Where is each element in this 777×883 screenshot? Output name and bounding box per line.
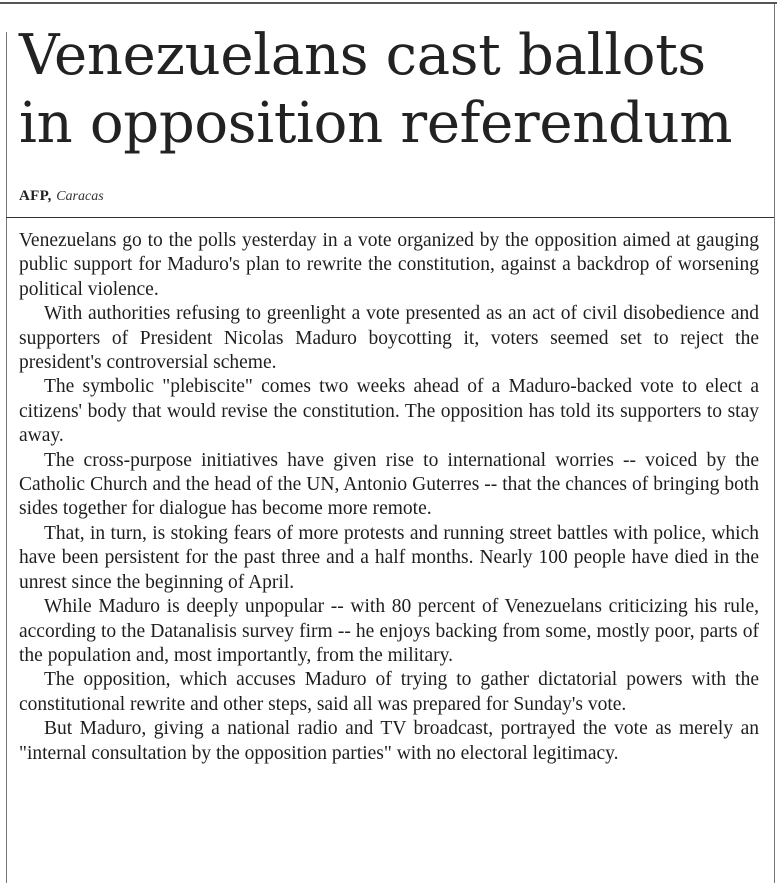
headline: Venezuelans cast ballots in opposition referendum — [19, 23, 733, 156]
paragraph: The symbolic "plebiscite" comes two weeks ahead of a Maduro-backed vote to elect a citizens' body that would revise the constitution. The opposition has told its supporters to stay away. — [19, 376, 759, 447]
byline-divider — [6, 217, 774, 218]
byline-agency: AFP, — [19, 188, 52, 204]
byline — [19, 186, 104, 207]
paragraph: Venezuelans go to the polls yesterday in a vote organized by the opposition aimed at gauging public support for Maduro's plan to rewrite the constitution, against a backdrop of worsening political violence. — [19, 230, 759, 300]
right-rule — [774, 4, 775, 883]
paragraph: The cross-purpose initiatives have given rise to international worries -- voiced by the Catholic Church and the head of the UN, Antonio Guterres -- that the chances of bringing both sides together for dialogue has become more remote. — [19, 449, 759, 520]
article-body — [19, 229, 759, 766]
paragraph: With authorities refusing to greenlight a vote presented as an act of civil disobedience and supporters of President Nicolas Maduro boycotting it, voters seemed set to reject the president's controversial scheme. — [19, 303, 759, 374]
top-rule — [0, 2, 777, 4]
paragraph: The opposition, which accuses Maduro of trying to gather dictatorial powers with the constitutional rewrite and other steps, said all was prepared for Sunday's vote. — [19, 669, 759, 715]
left-rule — [6, 32, 7, 883]
paragraph: That, in turn, is stoking fears of more protests and running street battles with police, which have been persistent for the past three and a half months. Nearly 100 people have died in the unrest since the beginning of April. — [19, 522, 759, 593]
paragraph: But Maduro, giving a national radio and TV broadcast, portrayed the vote as merely an "internal consultation by the opposition parties" with no electoral legitimacy. — [19, 718, 759, 764]
paragraph: While Maduro is deeply unpopular -- with 80 percent of Venezuelans criticizing his rule, according to the Datanalisis survey firm -- he enjoys backing from some, mostly poor, parts of the population and, most importantly, from the military. — [19, 596, 759, 666]
byline-place: Caracas — [56, 189, 104, 204]
